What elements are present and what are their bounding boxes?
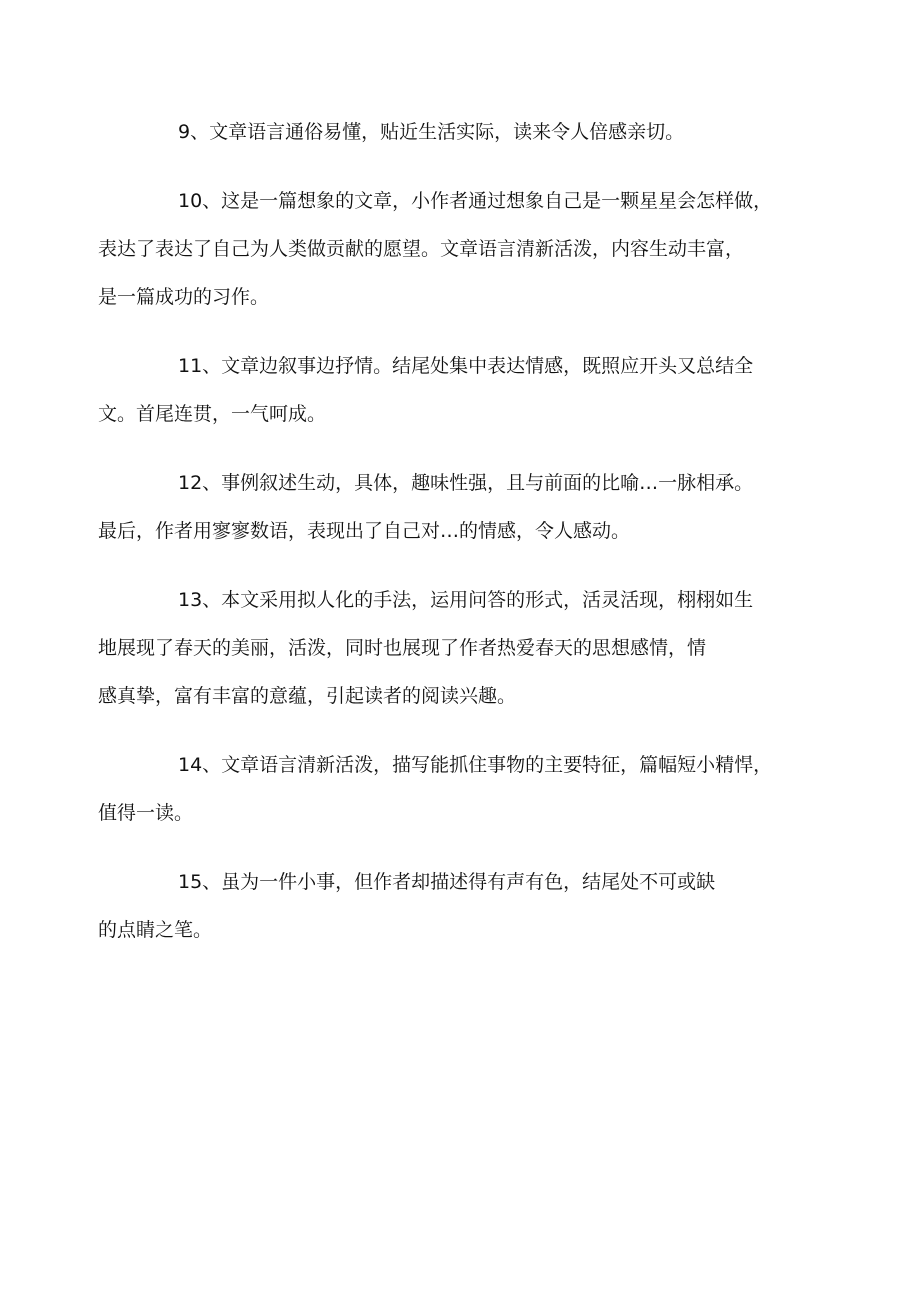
comment-paragraph-10 (98, 177, 798, 321)
paragraph-line: 文。首尾连贯，一气呵成。 (98, 403, 327, 425)
paragraph-line: 9、文章语言通俗易懂，贴近生活实际，读来令人倍感亲切。 (178, 121, 685, 143)
comment-paragraph-15 (98, 858, 798, 954)
paragraph-line: 的点睛之笔。 (98, 919, 213, 941)
paragraph-line: 是一篇成功的习作。 (98, 286, 270, 308)
paragraph-line: 感真挚，富有丰富的意蕴，引起读者的阅读兴趣。 (98, 685, 517, 707)
paragraph-line: 15、虽为一件小事，但作者却描述得有声有色，结尾处不可或缺 (178, 871, 716, 893)
paragraph-line: 地展现了春天的美丽，活泼，同时也展现了作者热爱春天的思想感情，情 (98, 637, 707, 659)
comment-paragraph-13 (98, 576, 798, 720)
comment-paragraph-11 (98, 342, 798, 438)
comment-paragraph-14 (98, 741, 798, 837)
paragraph-line: 表达了表达了自己为人类做贡献的愿望。文章语言清新活泼，内容生动丰富， (98, 238, 745, 260)
paragraph-line: 值得一读。 (98, 802, 194, 824)
comment-paragraph-12 (98, 459, 798, 555)
paragraph-line: 13、本文采用拟人化的手法，运用问答的形式，活灵活现，栩栩如生 (178, 589, 754, 611)
paragraph-line: 14、文章语言清新活泼，描写能抓住事物的主要特征，篇幅短小精悍， (178, 754, 773, 776)
comment-paragraph-9 (138, 108, 798, 156)
paragraph-line: 11、文章边叙事边抒情。结尾处集中表达情感，既照应开头又总结全 (178, 355, 754, 377)
paragraph-line: 10、这是一篇想象的文章，小作者通过想象自己是一颗星星会怎样做， (178, 190, 773, 212)
paragraph-line: 最后，作者用寥寥数语，表现出了自己对…的情感，令人感动。 (98, 520, 631, 542)
paragraph-line: 12、事例叙述生动，具体，趣味性强，且与前面的比喻…一脉相承。 (178, 472, 754, 494)
document-body (98, 108, 798, 975)
